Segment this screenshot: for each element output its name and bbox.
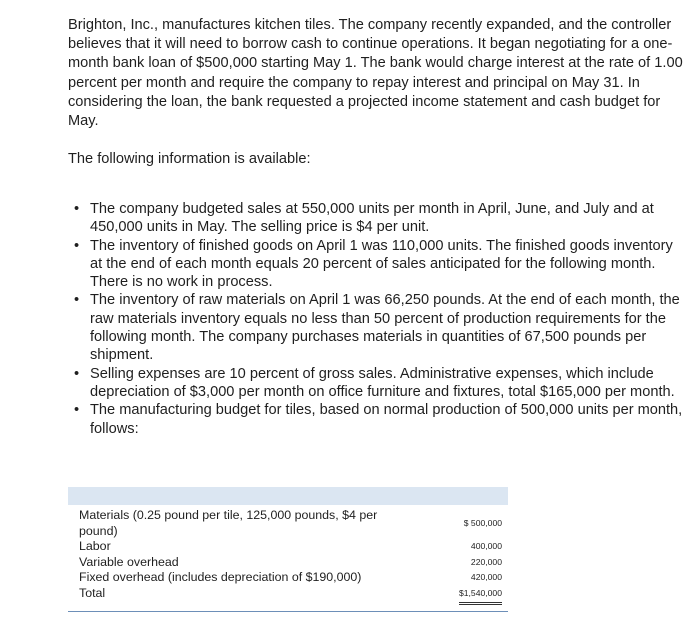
- bullet-dot-icon: •: [74, 292, 80, 309]
- row-label: Materials (0.25 pound per tile, 125,000 pounds, $4 per pound): [79, 508, 378, 538]
- table-row: [68, 539, 508, 555]
- bullet-dot-icon: •: [74, 237, 80, 254]
- row-amount: 400,000: [470, 541, 502, 551]
- bullet-text: The company budgeted sales at 550,000 units per month in April, June, and July and at 450,000 units in May. The selling price is $4 per unit.: [90, 201, 654, 236]
- bullet-finished-goods: [68, 237, 688, 292]
- bullet-sales: [68, 200, 688, 237]
- table-header-bar: [68, 487, 508, 505]
- bullet-text: The manufacturing budget for tiles, based on normal production of 500,000 units per month, follows:: [90, 402, 683, 437]
- intro-paragraph: Brighton, Inc., manufactures kitchen tiles. The company recently expanded, and the controller believes that it will need to borrow cash to continue operations. It began negotiating for a one-month bank loan of $500,000 starting May 1. The bank would charge interest at the rate of 1.00 percent per month and require the company to repay interest and principal on May 31. In considering the loan, the bank requested a projected income statement and cash budget for May.: [68, 17, 683, 130]
- row-label: Fixed overhead (includes depreciation of $190,000): [79, 570, 362, 584]
- row-label: Total: [79, 585, 106, 600]
- bullet-raw-materials: [68, 291, 688, 364]
- table-row: [68, 570, 508, 586]
- bullet-text: The inventory of finished goods on April 1 was 110,000 units. The finished goods inventory at the end of each month equals 20 percent of sales anticipated for the following month. There is no work in process.: [90, 237, 673, 291]
- table-bottom-rule: [68, 611, 508, 612]
- row-amount: 220,000: [470, 556, 502, 567]
- table-row: [68, 555, 508, 571]
- bullet-dot-icon: •: [74, 365, 80, 382]
- bullet-dot-icon: •: [74, 402, 80, 419]
- budget-rows: [68, 508, 508, 605]
- total-amount: $1,540,000: [459, 586, 502, 606]
- bullet-manufacturing-budget: [68, 401, 688, 438]
- table-row-total: [68, 586, 508, 606]
- info-bullet-list: [68, 200, 688, 438]
- row-amount: $ 500,000: [463, 517, 502, 528]
- available-info-heading: The following information is available:: [68, 151, 311, 167]
- manufacturing-budget-table: [68, 487, 508, 612]
- row-amount: [419, 586, 508, 606]
- row-label: Variable overhead: [79, 554, 179, 569]
- bullet-text: The inventory of raw materials on April 1 was 66,250 pounds. At the end of each month, the raw materials inventory equals no less than 50 percent of production requirements for the following month. The company purchases materials in quantities of 67,500 pounds per shipment.: [90, 292, 680, 364]
- bullet-dot-icon: •: [74, 201, 80, 217]
- bullet-text: Selling expenses are 10 percent of gross sales. Administrative expenses, which include depreciation of $3,000 per month on office furniture and fixtures, total $165,000 per month.: [90, 365, 675, 400]
- row-amount: 420,000: [470, 572, 502, 582]
- table-row: [68, 508, 508, 539]
- bullet-expenses: [68, 365, 688, 402]
- row-label: Labor: [79, 539, 111, 553]
